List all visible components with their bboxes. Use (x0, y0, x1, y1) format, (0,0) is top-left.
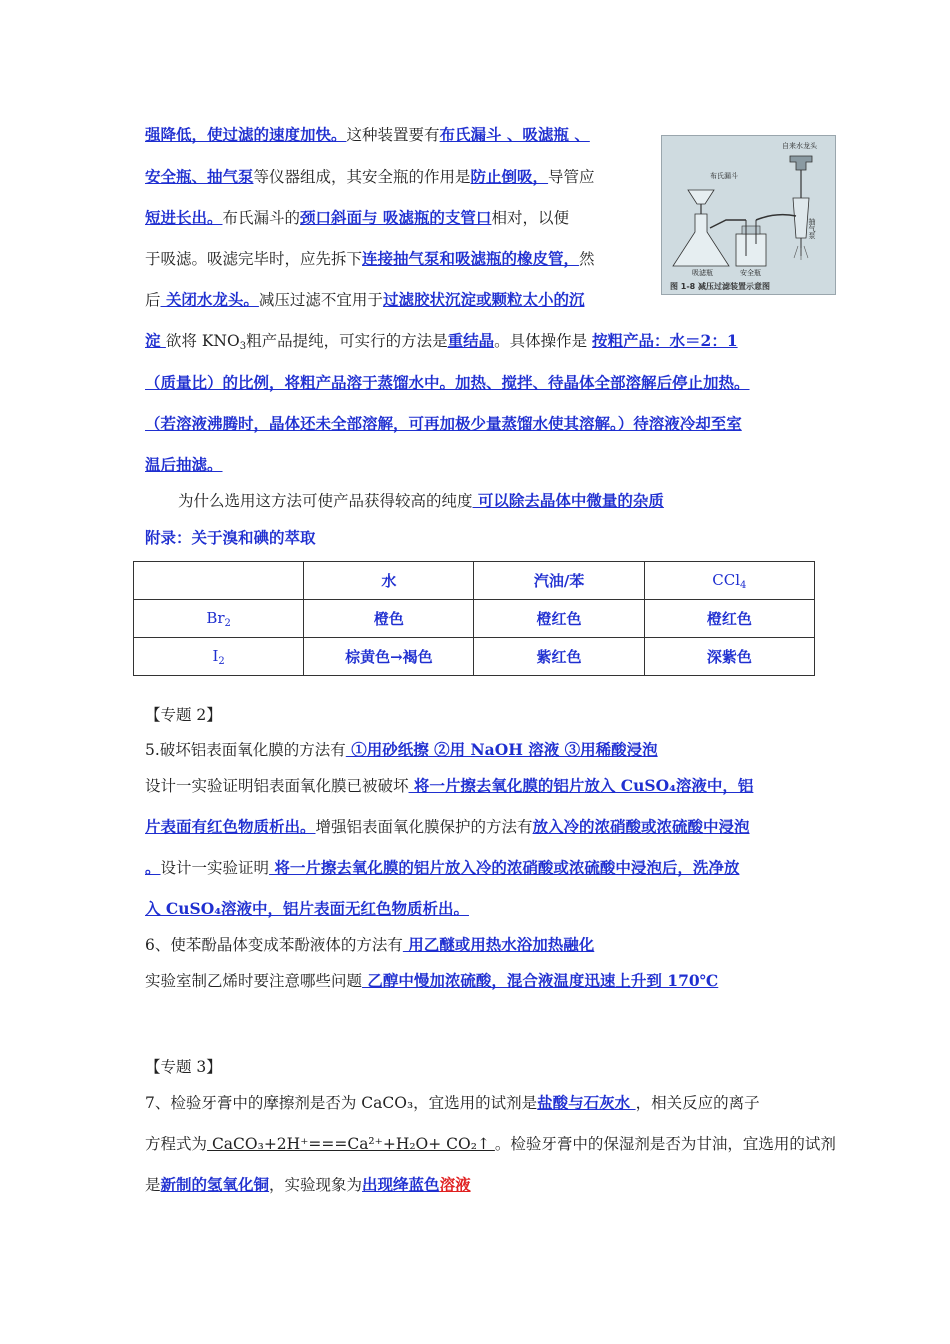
figure-caption: 图 1-8 减压过滤装置示意图 (670, 282, 771, 291)
text: ，实验现象为 (269, 1176, 363, 1194)
answer-text: ①用砂纸擦 ②用 NaOH 溶液 ③用稀酸浸泡 (345, 740, 658, 759)
answer-text: 防止倒吸， (470, 167, 549, 186)
answer-text: 可以除去晶体中微量的杂质 (472, 491, 664, 510)
answer-text: 出现绛蓝色 (362, 1175, 440, 1194)
extraction-table (133, 561, 815, 676)
q7-line-3 (145, 1174, 471, 1196)
answer-text: 按粗产品：水＝2：1 (592, 331, 738, 350)
answer-text: 重结晶 (447, 331, 495, 350)
row-head-i2: $I_2$ (134, 638, 304, 676)
answer-text: 放入冷的浓硝酸或浓硫酸中浸泡 (532, 817, 750, 836)
q6-line-1 (145, 934, 594, 956)
answer-text: 颈口斜面与 吸滤瓶的支管口 (300, 208, 492, 227)
text: 设计一实验证明 (160, 859, 270, 877)
topic2-heading: 【专题 2】 (145, 706, 222, 724)
table-cell: 深紫色 (644, 638, 814, 676)
answer-text: 乙醇中慢加浓硫酸，混合液温度迅速上升到 170℃ (362, 971, 719, 990)
equation: CaCO₃+2H⁺===Ca²⁺+H₂O+ CO₂↑ (207, 1135, 495, 1153)
text: 减压过滤不宜用于 (258, 291, 383, 309)
para-line-1 (145, 124, 590, 146)
answer-text: 短进长出。 (145, 208, 223, 227)
text: 5.破坏铝表面氧化膜的方法有 (145, 741, 346, 759)
para-line-7 (145, 372, 750, 394)
para-line-6 (145, 330, 738, 358)
table-header-cell: CCl$_4$ (644, 562, 814, 600)
table-cell: 紫红色 (474, 638, 644, 676)
answer-text: 连接抽气泵和吸滤瓶的橡皮管， (362, 249, 580, 268)
label-pump: 抽气泵 (808, 218, 816, 239)
q7-line-2 (145, 1133, 836, 1155)
answer-text: 布氏漏斗 、吸滤瓶 、 (439, 125, 590, 144)
subscript: 3 (239, 341, 247, 352)
answer-text: 安全瓶、抽气泵 (145, 167, 254, 186)
table-header-cell: 汽油/苯 (474, 562, 644, 600)
text: 这种装置要有 (346, 126, 440, 144)
answer-text: 新制的氢氧化铜 (160, 1175, 270, 1194)
answer-text: 盐酸与石灰水 (537, 1093, 636, 1112)
table-cell: 橙红色 (644, 600, 814, 638)
para-line-3 (145, 207, 569, 229)
para-line-4 (145, 248, 595, 270)
text: 布氏漏斗的 (222, 209, 301, 227)
appendix-title: 附录：关于溴和碘的萃取 (145, 528, 316, 547)
para-line-10 (178, 490, 664, 512)
q5-line-1 (145, 739, 658, 761)
label-funnel: 布氏漏斗 (710, 172, 738, 180)
text: 等仪器组成，其安全瓶的作用是 (253, 168, 471, 186)
q5-line-4 (145, 857, 739, 879)
q5-line-5 (145, 898, 469, 920)
table-cell: 橙色 (304, 600, 474, 638)
para-line-5 (145, 289, 584, 311)
q7-line-1 (145, 1092, 760, 1114)
answer-text: 淀 (145, 331, 166, 350)
row-head-br2: $Br_2$ (134, 600, 304, 638)
answer-text: 用乙醚或用热水浴加热融化 (402, 935, 595, 954)
q5-line-3 (145, 816, 750, 838)
table-row (134, 600, 815, 638)
text: 然 (579, 250, 595, 268)
text: 后 (145, 291, 161, 309)
answer-text: 片表面有红色物质析出。 (145, 817, 316, 836)
answer-text: 入 CuSO₄溶液中，铝片表面无红色物质析出。 (145, 899, 469, 918)
text: 7、检验牙膏中的摩擦剂是否为 CaCO₃，宜选用的试剂是 (145, 1094, 538, 1112)
answer-text: （质量比）的比例，将粗产品溶于蒸馏水中。加热、搅拌、待晶体全部溶解后停止加热。 (145, 373, 750, 392)
answer-text-red: 溶液 (439, 1175, 471, 1194)
table-header-cell: 水 (304, 562, 474, 600)
text: 导管应 (548, 168, 595, 186)
para-line-2 (145, 166, 595, 188)
text: 。检验牙膏中的保湿剂是否为甘油，宜选用的试剂 (494, 1135, 836, 1153)
table-cell: 橙红色 (474, 600, 644, 638)
answer-text: 关闭水龙头。 (160, 290, 259, 309)
apparatus-illustration (662, 136, 835, 294)
label-safety: 安全瓶 (740, 269, 761, 277)
vacuum-filtration-figure (661, 135, 836, 295)
text: 方程式为 (145, 1135, 208, 1153)
topic3-heading: 【专题 3】 (145, 1058, 222, 1076)
label-flask: 吸滤瓶 (692, 269, 713, 277)
label-tap: 自来水龙头 (782, 142, 817, 150)
table-header-cell (134, 562, 304, 600)
text: 是 (145, 1176, 161, 1194)
q6-line-2 (145, 970, 718, 992)
text: 相对，以便 (491, 209, 569, 227)
answer-text: （若溶液沸腾时，晶体还未全部溶解，可再加极少量蒸馏水使其溶解。）待溶液冷却至室 (145, 414, 742, 433)
text: 。具体操作是 (494, 332, 593, 350)
answer-text: 。 (145, 858, 161, 877)
para-line-9 (145, 454, 223, 476)
text: 设计一实验证明铝表面氧化膜已被破坏 (145, 777, 409, 795)
answer-text: 强降低，使过滤的速度加快。 (145, 125, 347, 144)
answer-text: 温后抽滤。 (145, 455, 223, 474)
table-header-row (134, 562, 815, 600)
text: 6、使苯酚晶体变成苯酚液体的方法有 (145, 936, 403, 954)
text: 为什么选用这方法可使产品获得较高的纯度 (178, 492, 473, 510)
text: ，相关反应的离子 (635, 1094, 760, 1112)
q5-line-2 (145, 775, 753, 797)
answer-text: 过滤胶状沉淀或颗粒太小的沉 (382, 290, 585, 309)
table-row (134, 638, 815, 676)
text: 实验室制乙烯时要注意哪些问题 (145, 972, 363, 990)
answer-text: 将一片擦去氧化膜的铝片放入冷的浓硝酸或浓硫酸中浸泡后，洗净放 (269, 858, 740, 877)
answer-text: 将一片擦去氧化膜的铝片放入 CuSO₄溶液中，铝 (408, 776, 754, 795)
table-cell: 棕黄色→褐色 (304, 638, 474, 676)
text: 于吸滤。吸滤完毕时，应先拆下 (145, 250, 363, 268)
text: 增强铝表面氧化膜保护的方法有 (315, 818, 533, 836)
text: 粗产品提纯，可实行的方法是 (246, 332, 448, 350)
text: 欲将 KNO (165, 332, 240, 350)
para-line-8 (145, 413, 742, 435)
